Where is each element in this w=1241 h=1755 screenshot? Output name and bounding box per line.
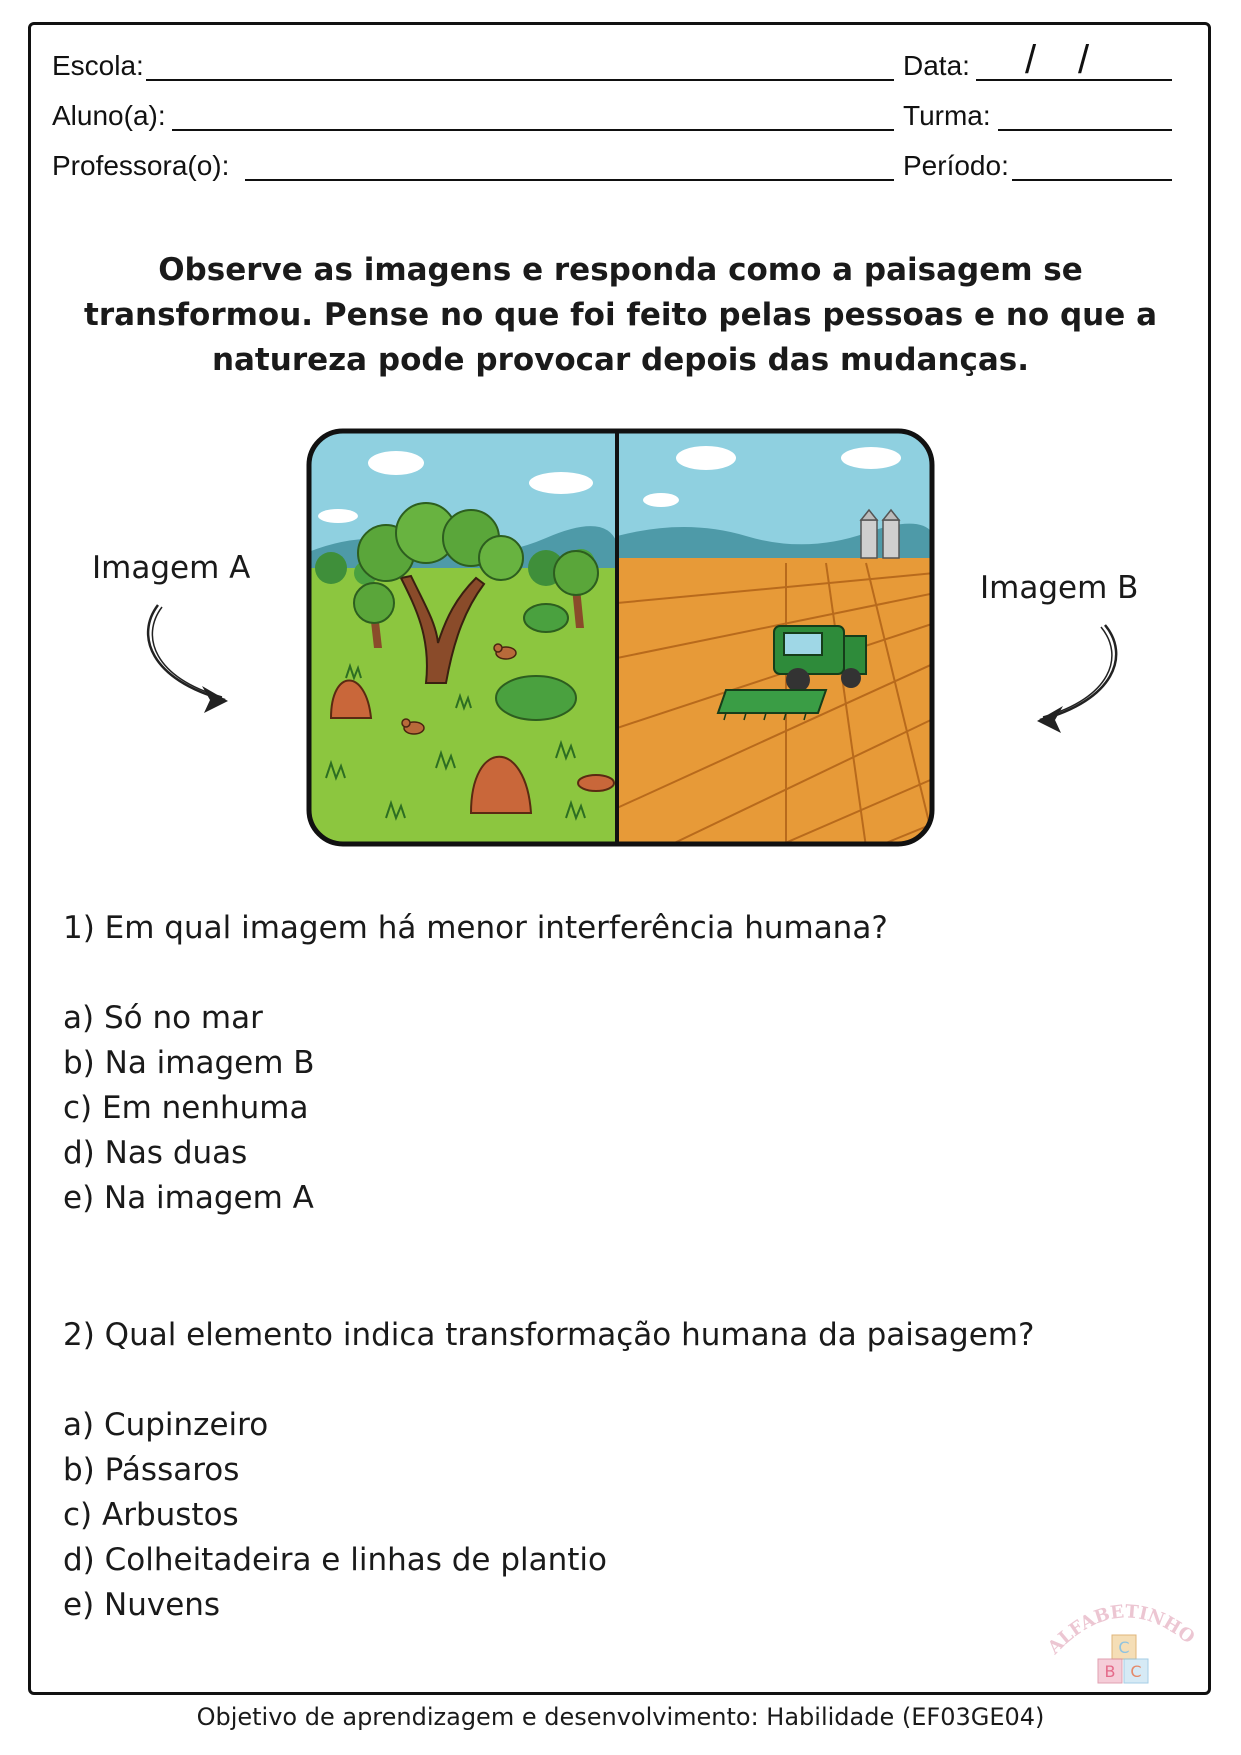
date-separator-1: / xyxy=(1025,38,1037,82)
q2-option-e[interactable]: e) Nuvens xyxy=(63,1587,221,1623)
teacher-label: Professora(o): xyxy=(52,150,230,181)
period-label: Período: xyxy=(903,150,1009,181)
q2-option-a[interactable]: a) Cupinzeiro xyxy=(63,1407,269,1443)
image-a-savanna xyxy=(306,428,617,847)
question-1: 1) Em qual imagem há menor interferência humana? xyxy=(63,910,888,946)
landscape-comparison-image xyxy=(306,428,935,847)
image-a-label: Imagem A xyxy=(92,550,251,586)
learning-objective-footer: Objetivo de aprendizagem e desenvolvimento: Habilidade (EF03GE04) xyxy=(196,1703,1045,1731)
q1-option-b[interactable]: b) Na imagem B xyxy=(63,1045,315,1081)
q1-option-d[interactable]: d) Nas duas xyxy=(63,1135,248,1171)
period-field[interactable] xyxy=(1012,179,1172,181)
q2-option-d[interactable]: d) Colheitadeira e linhas de plantio xyxy=(63,1542,608,1578)
class-label: Turma: xyxy=(903,100,991,131)
school-field[interactable] xyxy=(146,79,894,81)
svg-text:C: C xyxy=(1130,1662,1142,1681)
instruction-text: Observe as imagens e responda como a paisagem se transformou. Pense no que foi feito pelas pessoas e no que a natureza pode provocar depois das mudanças. xyxy=(84,252,1157,378)
teacher-field[interactable] xyxy=(245,179,894,181)
svg-text:C: C xyxy=(1118,1638,1130,1657)
arrow-to-image-b-icon xyxy=(1025,620,1135,740)
class-field[interactable] xyxy=(998,129,1172,131)
q1-option-a[interactable]: a) Só no mar xyxy=(63,1000,263,1036)
q2-option-c[interactable]: c) Arbustos xyxy=(63,1497,239,1533)
q2-option-b[interactable]: b) Pássaros xyxy=(63,1452,240,1488)
q1-option-e[interactable]: e) Na imagem A xyxy=(63,1180,314,1216)
student-label: Aluno(a): xyxy=(52,100,166,131)
date-label: Data: xyxy=(903,50,970,81)
svg-text:B: B xyxy=(1104,1662,1116,1681)
alfabetinho-logo xyxy=(1040,1580,1210,1690)
school-label: Escola: xyxy=(52,50,144,81)
image-b-label: Imagem B xyxy=(980,570,1139,606)
q1-option-c[interactable]: c) Em nenhuma xyxy=(63,1090,309,1126)
arrow-to-image-a-icon xyxy=(130,600,240,720)
image-b-cropland xyxy=(617,428,935,847)
student-field[interactable] xyxy=(172,129,894,131)
date-field[interactable] xyxy=(976,79,1172,81)
question-2: 2) Qual elemento indica transformação humana da paisagem? xyxy=(63,1317,1035,1353)
date-separator-2: / xyxy=(1078,38,1090,82)
svg-text:ALFABETINHO: ALFABETINHO xyxy=(1043,1601,1199,1659)
